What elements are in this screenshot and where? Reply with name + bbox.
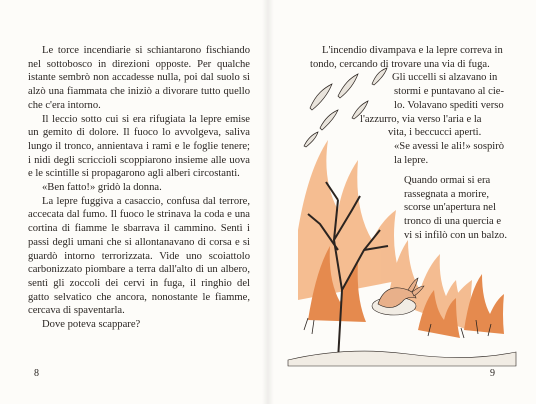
text-line: Gli uccelli si alzavano in <box>392 72 498 84</box>
text-line: L'incendio divampava e la lepre correva in <box>322 45 503 56</box>
text-line: tondo, cercando di trovare una via di fuga. <box>310 58 490 70</box>
ground-icon <box>288 351 516 366</box>
page-number-left: 8 <box>34 368 39 379</box>
paragraph: «Ben fatto!» gridò la donna. <box>42 182 162 194</box>
text-line: l'azzurro, via verso l'aria e la <box>360 113 482 125</box>
left-page-text <box>28 44 250 332</box>
text-line: «Se avessi le ali!» sospirò <box>394 140 505 152</box>
text-line: rassegnata a morire, <box>404 188 490 200</box>
text-line: stormi e puntavano al cie- <box>394 86 505 98</box>
paragraph: Il leccio sotto cui si era rifugiata la lepre emise un gemito di dolore. Il fuoco lo avvolgeva, saliva lungo il tronco, annientava i rami e le foglie tenere; i nidi degli scriccioli scoppiarono insieme alle uova e le scintille si propagarono agli alberi circostanti. <box>28 113 250 180</box>
birds-icon <box>304 68 387 147</box>
text-line: lo. Volavano spediti verso <box>394 99 504 111</box>
text-line: vi si infilò con un balzo. <box>404 229 507 241</box>
page-number-right: 9 <box>490 368 495 379</box>
text-line: scorse un'apertura nel <box>404 202 496 214</box>
paragraph: Dove poteva scappare? <box>42 319 141 331</box>
text-line: tronco di una quercia e <box>404 216 502 228</box>
paragraph: La lepre fuggiva a casaccio, confusa dal terrore, accecata dal fumo. Il fuoco le strinava la coda e una cortina di fiamme le sbarrava il cammino. Sentì i passi degli umani che si allontanavano di corsa e si guardò intorno terrorizzata. Vide uno scoiattolo carbonizzato piombare a terra dall'alto di un albero, sentì gli zoccoli dei cervi in fuga, il ringhio del gatto selvatico che ancora, nonostante le fiamme, cercava di spaventarla. <box>28 195 250 317</box>
text-line: la lepre. <box>394 154 429 166</box>
paragraph: Le torce incendiarie si schiantarono fischiando nel sottobosco in direzioni opposte. Per qualche istante sembrò non accadesse nulla, poi dal suolo si alzò una fiammata che iniziò a divorare tutto quello che c'era intorno. <box>28 45 250 111</box>
text-line: vita, i beccucci aperti. <box>388 127 482 139</box>
text-line: Quando ormai si era <box>404 175 491 186</box>
